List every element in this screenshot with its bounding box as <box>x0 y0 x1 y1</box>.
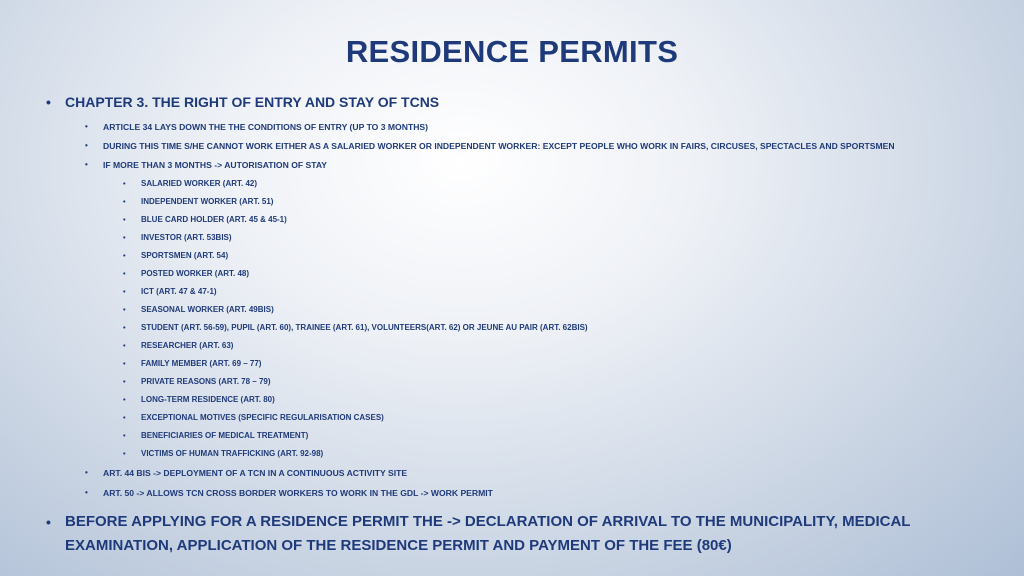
bullet-icon: • <box>46 514 51 530</box>
list-item <box>85 140 895 152</box>
bullet-icon: • <box>85 488 88 497</box>
category-item <box>123 340 233 352</box>
bullet-icon: • <box>123 413 126 422</box>
list-item <box>85 121 428 133</box>
bullet-icon: • <box>123 359 126 368</box>
bullet-icon: • <box>123 179 126 188</box>
list-item <box>85 467 407 479</box>
list-item-text: ART. 50 -> ALLOWS TCN CROSS BORDER WORKERS TO WORK IN THE GDL -> WORK PERMIT <box>103 488 493 498</box>
category-item <box>123 232 232 244</box>
bullet-icon: • <box>123 251 126 260</box>
category-item <box>123 412 384 424</box>
category-text: BLUE CARD HOLDER (ART. 45 & 45-1) <box>141 215 287 224</box>
bullet-icon: • <box>123 269 126 278</box>
category-text: SALARIED WORKER (ART. 42) <box>141 179 258 188</box>
category-text: EXCEPTIONAL MOTIVES (SPECIFIC REGULARISATION CASES) <box>141 413 384 422</box>
category-item <box>123 448 323 460</box>
category-text: ICT (ART. 47 & 47-1) <box>141 287 217 296</box>
list-item <box>85 159 327 171</box>
category-item <box>123 376 271 388</box>
category-text: FAMILY MEMBER (ART. 69 – 77) <box>141 359 262 368</box>
category-text: STUDENT (ART. 56-59), PUPIL (ART. 60), TRAINEE (ART. 61), VOLUNTEERS(ART. 62) OR JEUNE AU PAIR (ART. 62BIS) <box>141 323 588 332</box>
bullet-icon: • <box>85 141 88 150</box>
bullet-icon: • <box>123 197 126 206</box>
category-text: SEASONAL WORKER (ART. 49BIS) <box>141 305 274 314</box>
category-item <box>123 430 308 442</box>
category-item <box>123 322 588 334</box>
category-item <box>123 178 257 190</box>
category-item <box>123 196 273 208</box>
bullet-icon: • <box>123 341 126 350</box>
category-text: INVESTOR (ART. 53BIS) <box>141 233 232 242</box>
final-point-text: BEFORE APPLYING FOR A RESIDENCE PERMIT THE -> DECLARATION OF ARRIVAL TO THE MUNICIPALITY, MEDICAL EXAMINATION, APPLICATION OF THE RESIDENCE PERMIT AND PAYMENT OF THE FEE (80€) <box>65 513 911 554</box>
category-item <box>123 268 249 280</box>
category-text: INDEPENDENT WORKER (ART. 51) <box>141 197 274 206</box>
category-text: BENEFICIARIES OF MEDICAL TREATMENT) <box>141 431 309 440</box>
list-item-text: ARTICLE 34 LAYS DOWN THE THE CONDITIONS OF ENTRY (UP TO 3 MONTHS) <box>103 122 428 132</box>
bullet-icon: • <box>123 215 126 224</box>
slide-title: RESIDENCE PERMITS <box>345 34 679 69</box>
category-text: POSTED WORKER (ART. 48) <box>141 269 250 278</box>
bullet-icon: • <box>123 287 126 296</box>
bullet-icon: • <box>123 305 126 314</box>
category-text: SPORTSMEN (ART. 54) <box>141 251 229 260</box>
category-item <box>123 358 261 370</box>
bullet-icon: • <box>85 122 88 131</box>
list-item-text: ART. 44 BIS -> DEPLOYMENT OF A TCN IN A CONTINUOUS ACTIVITY SITE <box>103 468 408 478</box>
bullet-icon: • <box>123 233 126 242</box>
category-item <box>123 394 275 406</box>
category-text: LONG-TERM RESIDENCE (ART. 80) <box>141 395 275 404</box>
bullet-icon: • <box>46 94 51 110</box>
chapter-bullet <box>46 90 976 114</box>
bullet-icon: • <box>85 468 88 477</box>
list-item <box>85 487 493 499</box>
category-item <box>123 250 228 262</box>
final-bullet <box>46 510 976 558</box>
bullet-icon: • <box>85 160 88 169</box>
bullet-icon: • <box>123 431 126 440</box>
category-item <box>123 286 217 298</box>
category-text: RESEARCHER (ART. 63) <box>141 341 234 350</box>
category-item <box>123 214 287 226</box>
bullet-icon: • <box>123 395 126 404</box>
bullet-icon: • <box>123 377 126 386</box>
category-text: VICTIMS OF HUMAN TRAFFICKING (ART. 92-98) <box>141 449 324 458</box>
category-item <box>123 304 274 316</box>
bullet-icon: • <box>123 449 126 458</box>
chapter-heading: CHAPTER 3. THE RIGHT OF ENTRY AND STAY OF TCNS <box>65 94 440 110</box>
list-item-text: IF MORE THAN 3 MONTHS -> AUTORISATION OF STAY <box>103 160 328 170</box>
category-text: PRIVATE REASONS (ART. 78 – 79) <box>141 377 271 386</box>
list-item-text: DURING THIS TIME S/HE CANNOT WORK EITHER AS A SALARIED WORKER OR INDEPENDENT WORKER: EXCEPT PEOPLE WHO WORK IN FAIRS, CIRCUSES, SPECTACLES AND SPORTSMEN <box>103 141 895 151</box>
bullet-icon: • <box>123 323 126 332</box>
